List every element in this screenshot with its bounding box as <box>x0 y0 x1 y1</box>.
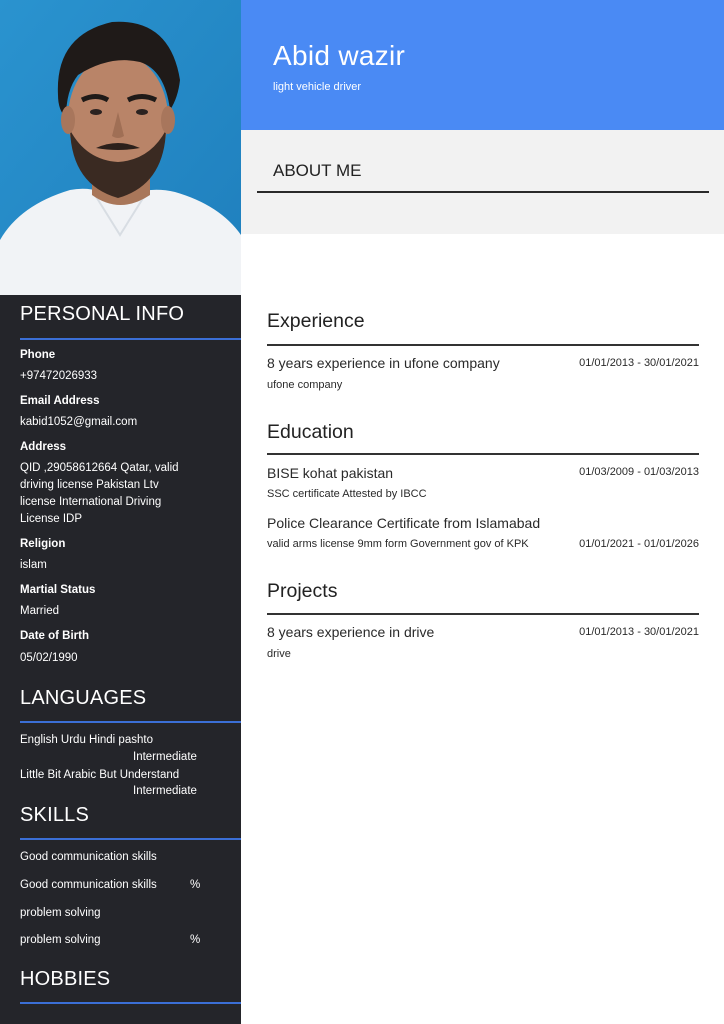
hobbies-heading: HOBBIES <box>20 968 111 990</box>
skills-heading: SKILLS <box>20 804 90 826</box>
skill-name: Good communication skills <box>20 879 157 891</box>
education-title: Police Clearance Certificate from Islamabad <box>267 515 541 531</box>
education-subtitle: valid arms license 9mm form Government gov of KPK <box>267 538 529 550</box>
language-name: English Urdu Hindi pashto <box>20 734 153 746</box>
language-level: Intermediate <box>133 785 197 797</box>
address-line: license International Driving <box>20 496 162 508</box>
education-divider <box>267 453 699 455</box>
project-date: 01/01/2013 - 30/01/2021 <box>579 626 699 638</box>
skill-percent: % <box>190 879 201 891</box>
experience-title: 8 years experience in ufone company <box>267 355 500 371</box>
skill-name: problem solving <box>20 907 101 919</box>
personal-info-heading: PERSONAL INFO <box>20 303 185 325</box>
about-heading: ABOUT ME <box>273 161 362 180</box>
candidate-title: light vehicle driver <box>273 81 362 93</box>
experience-date: 01/01/2013 - 30/01/2021 <box>579 357 699 369</box>
education-date: 01/03/2009 - 01/03/2013 <box>579 466 699 478</box>
project-title: 8 years experience in drive <box>267 624 435 640</box>
address-line: driving license Pakistan Ltv <box>20 479 159 491</box>
projects-divider <box>267 613 699 615</box>
hobbies-divider <box>20 1002 241 1004</box>
email-value: kabid1052@gmail.com <box>20 416 138 428</box>
sidebar-content <box>0 295 241 1024</box>
about-divider <box>257 191 709 193</box>
marital-status-label: Martial Status <box>20 584 96 596</box>
education-subtitle: SSC certificate Attested by IBCC <box>267 488 427 500</box>
address-value <box>20 460 179 528</box>
project-subtitle: drive <box>267 648 291 660</box>
skill-name: Good communication skills <box>20 851 157 863</box>
skills-divider <box>20 838 241 840</box>
resume-header <box>241 0 724 130</box>
dob-label: Date of Birth <box>20 630 89 642</box>
skill-name: problem solving <box>20 934 101 946</box>
experience-divider <box>267 344 699 346</box>
address-line: License IDP <box>20 513 83 525</box>
profile-photo <box>0 0 241 295</box>
education-heading: Education <box>267 421 354 443</box>
skill-percent: % <box>190 934 201 946</box>
dob-value: 05/02/1990 <box>20 652 78 664</box>
religion-value: islam <box>20 559 47 571</box>
projects-heading: Projects <box>267 580 338 602</box>
about-section <box>241 130 724 234</box>
experience-subtitle: ufone company <box>267 379 343 391</box>
address-label: Address <box>20 441 67 453</box>
sidebar-column <box>0 0 241 1024</box>
address-line: QID ,29058612664 Qatar, valid <box>20 462 179 474</box>
education-title: BISE kohat pakistan <box>267 465 394 481</box>
email-label: Email Address <box>20 395 100 407</box>
candidate-name: Abid wazir <box>273 40 406 71</box>
experience-heading: Experience <box>267 310 365 332</box>
languages-divider <box>20 721 241 723</box>
languages-heading: LANGUAGES <box>20 687 147 709</box>
language-name: Little Bit Arabic But Understand <box>20 769 180 781</box>
phone-label: Phone <box>20 349 56 361</box>
education-date: 01/01/2021 - 01/01/2026 <box>579 538 699 550</box>
marital-status-value: Married <box>20 605 59 617</box>
language-level: Intermediate <box>133 751 197 763</box>
personal-info-divider <box>20 338 241 340</box>
phone-value: +97472026933 <box>20 370 98 382</box>
religion-label: Religion <box>20 538 66 550</box>
